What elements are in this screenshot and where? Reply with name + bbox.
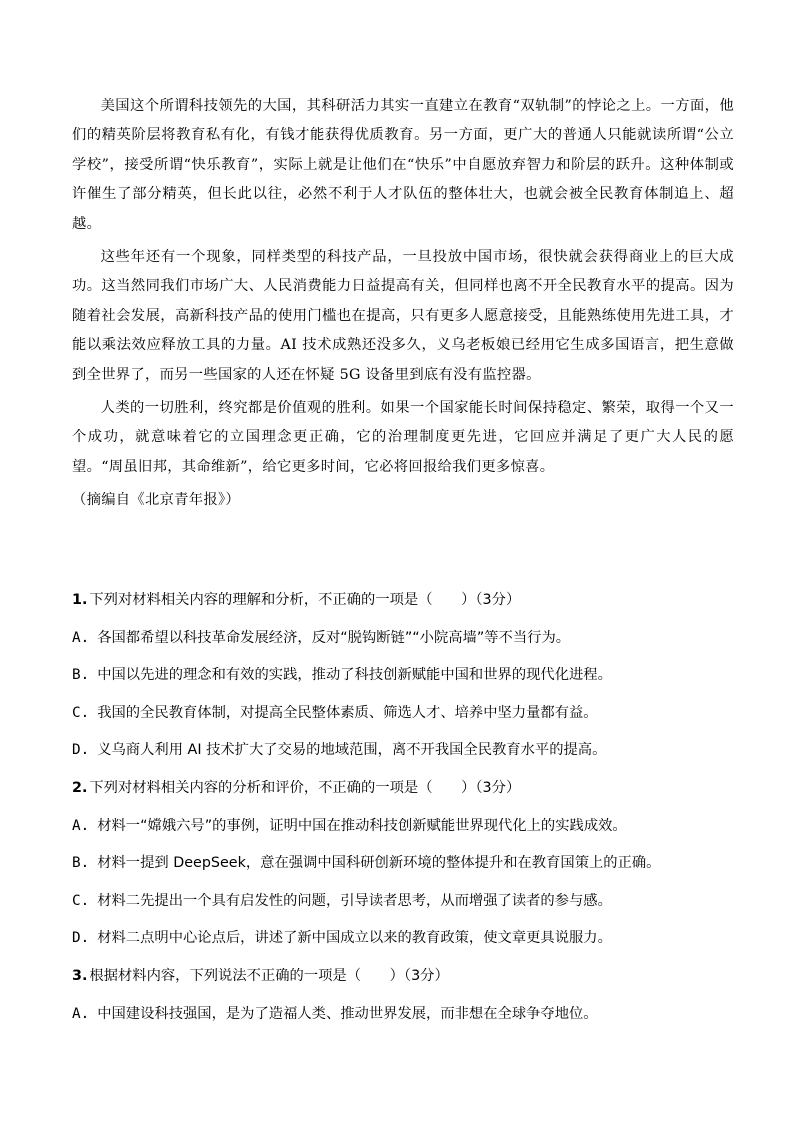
option-text: 我国的全民教育体制，对提高全民整体素质、筛选人才、培养中坚力量都有益。 bbox=[97, 704, 598, 721]
question-1 bbox=[72, 582, 734, 770]
passage-paragraph: 美国这个所谓科技领先的大国，其科研活力其实一直建立在教育“双轨制”的悖论之上。一方面，他们的精英阶层将教育私有化，有钱才能获得优质教育。另一方面，更广大的普通人只能就读所谓“公立学校”，接受所谓“快乐教育”，实际上就是让他们在“快乐”中自愿放弃智力和阶层的跃升。这种体制或许催生了部分精英，但长此以往，必然不利于人才队伍的整体壮大，也就会被全民教育体制追上、超越。 bbox=[72, 98, 734, 232]
option-letter: B. bbox=[72, 855, 90, 872]
option-letter: D. bbox=[72, 742, 90, 759]
question-stem bbox=[72, 770, 734, 808]
question-3 bbox=[72, 958, 734, 1033]
option-text: 各国都希望以科技革命发展经济，反对“脱钩断链”“小院高墙”等不当行为。 bbox=[97, 629, 571, 646]
option-text: 材料二点明中心论点后，讲述了新中国成立以来的教育政策，使文章更具说服力。 bbox=[97, 930, 612, 947]
option-text: 中国建设科技强国，是为了造福人类、推动世界发展，而非想在全球争夺地位。 bbox=[97, 1005, 598, 1022]
passage-source: （摘编自《北京青年报》） bbox=[72, 492, 241, 509]
option-a bbox=[72, 808, 734, 846]
question-list bbox=[72, 582, 734, 1033]
question-number: 1. bbox=[72, 592, 88, 608]
question-stem bbox=[72, 958, 734, 996]
question-2 bbox=[72, 770, 734, 958]
option-text: 材料一“嫦娥六号”的事例，证明中国在推动科技创新赋能世界现代化上的实践成效。 bbox=[97, 817, 627, 834]
option-a bbox=[72, 996, 734, 1034]
option-text: 中国以先进的理念和有效的实践，推动了科技创新赋能中国和世界的现代化进程。 bbox=[97, 667, 612, 684]
option-c bbox=[72, 883, 734, 921]
question-number: 3. bbox=[72, 967, 88, 984]
question-number: 2. bbox=[72, 779, 88, 796]
option-text: 义乌商人利用 AI 技术扩大了交易的地域范围，离不开我国全民教育水平的提高。 bbox=[97, 742, 607, 759]
question-text: 下列对材料相关内容的分析和评价，不正确的一项是（ ）（3分） bbox=[89, 779, 521, 796]
passage-paragraph: 人类的一切胜利，终究都是价值观的胜利。如果一个国家能长时间保持稳定、繁荣，取得一个又一个成功，就意味着它的立国理念更正确，它的治理制度更先进，它回应并满足了更广大人民的愿望。“周虽旧邦，其命维新”，给它更多时间，它必将回报给我们更多惊喜。 bbox=[72, 400, 734, 475]
option-letter: C. bbox=[72, 704, 90, 721]
option-a bbox=[72, 620, 734, 658]
option-letter: D. bbox=[72, 930, 90, 947]
option-d bbox=[72, 920, 734, 958]
reading-passage bbox=[72, 92, 734, 520]
passage-paragraph: 这些年还有一个现象，同样类型的科技产品，一旦投放中国市场，很快就会获得商业上的巨大成功。这当然同我们市场广大、人民消费能力日益提高有关，但同样也离不开全民教育水平的提高。因为随着社会发展，高新科技产品的使用门槛也在提高，只有更多人愿意接受，且能熟练使用先进工具，才能以乘法效应释放工具的力量。AI 技术成熟还没多久，义乌老板娘已经用它生成多国语言，把生意做到全世界了，而另一些国家的人还在怀疑 5G 设备里到底有没有监控器。 bbox=[72, 249, 734, 383]
option-b bbox=[72, 845, 734, 883]
option-c bbox=[72, 695, 734, 733]
question-text: 下列对材料相关内容的理解和分析，不正确的一项是（ ）（3分） bbox=[89, 592, 521, 608]
option-letter: A. bbox=[72, 1005, 90, 1022]
option-letter: B. bbox=[72, 667, 90, 684]
option-letter: A. bbox=[72, 817, 90, 834]
option-letter: A. bbox=[72, 629, 90, 646]
option-b bbox=[72, 657, 734, 695]
option-d bbox=[72, 732, 734, 770]
option-text: 材料二先提出一个具有启发性的问题，引导读者思考，从而增强了读者的参与感。 bbox=[97, 892, 612, 909]
question-text: 根据材料内容，下列说法不正确的一项是（ ）（3分） bbox=[89, 967, 449, 984]
option-letter: C. bbox=[72, 892, 90, 909]
question-stem bbox=[72, 582, 734, 620]
option-text: 材料一提到 DeepSeek，意在强调中国科研创新环境的整体提升和在教育国策上的正确。 bbox=[97, 855, 661, 872]
